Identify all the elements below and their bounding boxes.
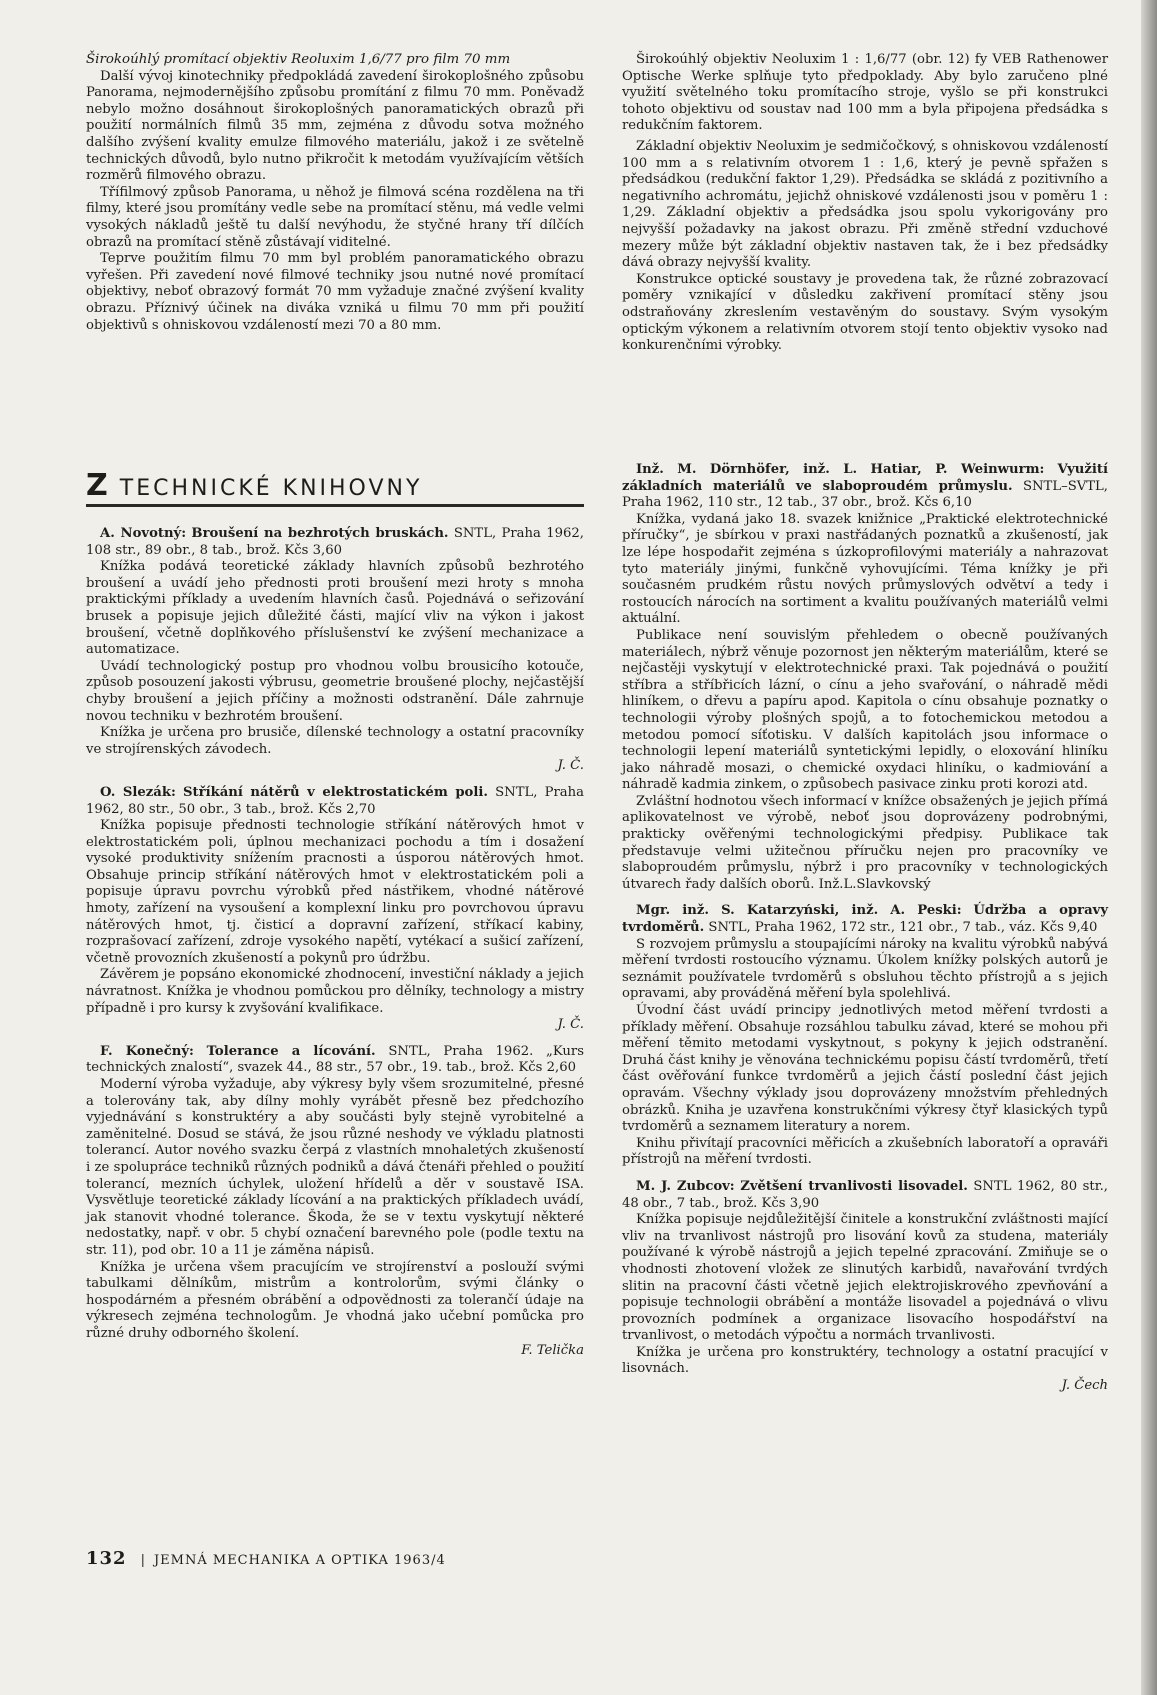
paragraph: Zvláštní hodnotou všech informací v knížce obsažených je jejich přímá aplikovatelnost ve výrobě, neboť jsou doprovázeny podrobnými, prakticky ověřenými technologickými předpisy. Publikace tak představuje velmi užitečnou příručku nejen pro pracovníky ve slaboproudém průmyslu, nýbrž i pro pracovníky v technologických útvarech řady dalších oborů. Inž.L.Slavkovský (622, 793, 1108, 892)
paragraph: S rozvojem průmyslu a stoupajícími nároky na kvalitu výrobků nabývá měření tvrdosti rostoucího významu. Úkolem knížky polských autorů je seznámit používatele tvrdoměrů s obsluhou těchto přístrojů a s jejich opravami, aby prováděná měření byla spolehlivá. (622, 936, 1108, 1002)
review-authors: F. Konečný: (100, 1043, 194, 1059)
page-edge-shadow (1141, 0, 1157, 1695)
review-meta: SNTL, Praha 1962, 80 str., 50 obr., 3 tab., brož. Kčs 2,70 (86, 784, 585, 817)
review-authors: A. Novotný: (100, 526, 187, 541)
review-title: Využití základních materiálů ve slaboproudém průmyslu. (622, 462, 1108, 494)
review-authors: Mgr. inž. S. Katarzyński, inž. A. Peski: (636, 903, 962, 919)
review-title: Údržba a opravy tvrdoměrů. (622, 903, 1108, 936)
paragraph: Publikace není souvislým přehledem o obecně používaných materiálech, nýbrž věnuje pozornost jen některým materiálům, které se nejčastěji vyskytují v elektrotechnické praxi. Tak pojednává o použití stříbra a stříbřicích lázní, o cínu a jeho svařování, o náhradě mědi hliníkem, o dřevu a papíru apod. Kapitola o cínu obsahuje poznatky o technologii výroby plošných spojů, a to fotochemickou metodou a metodou pomocí síťotisku. V dalších kapitolách jsou informace o technologii lepení materiálů syntetickými lepidly, o eloxování hliníku jako náhradě mosazi, o chemické oxydaci hliníku, o kadmiování a náhradě kadmia zinkem, o způsobech pasivace zinku proti korozi atd. (622, 627, 1108, 793)
paragraph: Základní objektiv Neoluxim je sedmičočkový, s ohniskovou vzdáleností 100 mm a s relativním otvorem 1 : 1,6, který je pevně spřažen s předsádkou (redukční faktor 1,29). Předsádka se skládá z pozitivního a negativního achromátu, jejichž ohniskové vzdálenosti jsou v poměru 1 : 1,29. Základní objektiv a předsádka jsou spolu vykorigovány pro nejvyšší požadavky na jakost obrazu. Při změně střední vzduchové mezery může být základní objektiv nastaven tak, že i bez předsádky dává obrazy nejvyšší kvality. (622, 138, 1108, 271)
paragraph: Teprve použitím filmu 70 mm byl problém panoramatického obrazu vyřešen. Při zavedení nové filmové techniky jsou nutné nové promítací objektivy, neboť obrazový formát 70 mm vyžaduje značné zvýšení kvality obrazu. Příznivý účinek na diváka vzniká u filmu 70 mm při použití objektivů s ohniskovou vzdáleností mezi 70 a 80 mm. (86, 251, 584, 333)
review-meta: SNTL, Praha 1962, 172 str., 121 obr., 7 tab., váz. Kčs 9,40 (708, 920, 1098, 936)
paragraph: Konstrukce optické soustavy je provedena tak, že různé zobrazovací poměry vznikající v důsledku zakřivení promítací stěny jsou odstraňovány zkreslením vestavěným do soustavy. Svým vysokým optickým výkonem a relativním otvorem stojí tento objektiv vysoko nad konkurenčními výrobky. (622, 271, 1108, 354)
paragraph: Další vývoj kinotechniky předpokládá zavedení širokoplošného způsobu Panorama, nejmodernějšího způsobu promítání z filmu 70 mm. Poněvadž nebylo možno dosáhnout širokoplošných panoramatických obrazů při použití normálních filmů 35 mm, zejména z důvodu sotva možného dalšího zvýšení kvality emulze filmového materiálu, jakož i ze světelně technických důvodů, bylo nutno přikročit k metodám využívajícím větších rozměrů filmového obrazu. (86, 68, 584, 184)
page-number: 132 (86, 1548, 127, 1569)
review-signature: J. Čech (1061, 1378, 1108, 1394)
section-title-text: TECHNICKÉ KNIHOVNY (119, 476, 423, 501)
paragraph: Knížka je určena všem pracujícím ve strojírenství a poslouží svými tabulkami dělníkům, mistrům a kontrolorům, svými články o hospodárném a přesném obrábění a odpovědnosti za tolerančí údaje na výkresech zejména technologům. Je vhodná jako učební pomůcka pro různé druhy odborného školení. (86, 1259, 584, 1341)
review-signature: F. Telička (521, 1342, 584, 1358)
review-authors: Inž. M. Dörnhöfer, inž. L. Hatiar, P. Weinwurm: (636, 462, 1045, 477)
paragraph: Závěrem je popsáno ekonomické zhodnocení, investiční náklady a jejich návratnost. Knížka je vhodnou pomůckou pro dělníky, technology a mistry případně i pro kursy k zvyšování kvalifikace. (86, 967, 584, 1016)
paragraph: Širokoúhlý objektiv Neoluxim 1 : 1,6/77 (obr. 12) fy VEB Rathenower Optische Werke splňuje tyto předpoklady. Aby bylo zaručeno plné využití světelného toku promítacího stroje, vyšlo se při konstrukci tohoto objektivu od soustav nad 100 mm a byla připojena předsádka s redukčním faktorem. (622, 52, 1108, 134)
paragraph: Knihu přivítají pracovníci měřicích a zkušebních laboratoří a opraváři přístrojů na měření tvrdosti. (622, 1135, 1108, 1168)
journal-name: JEMNÁ MECHANIKA A OPTIKA 1963/4 (153, 1553, 446, 1568)
review-authors: M. J. Zubcov: (636, 1178, 735, 1194)
review-heading (86, 785, 584, 818)
review-title: Zvětšení trvanlivosti lisovadel. (740, 1178, 968, 1194)
review-signature: J. Č. (557, 758, 584, 774)
review-meta: SNTL 1962, 80 str., 48 obr., 7 tab., brož. Kčs 3,90 (622, 1178, 1108, 1211)
review-title: Stříkání nátěrů v elektrostatickém poli. (183, 784, 488, 800)
section-title (86, 468, 584, 503)
review-meta: SNTL, Praha 1962. „Kurs technických znalostí“, svazek 44., 88 str., 57 obr., 19. tab., brož. Kčs 2,60 (86, 1043, 584, 1076)
page-footer: 132 | JEMNÁ MECHANIKA A OPTIKA 1963/4 (86, 1548, 446, 1569)
review-title: Tolerance a lícování. (206, 1043, 376, 1059)
paragraph: Knížka popisuje přednosti technologie stříkání nátěrových hmot v elektrostatickém poli, úplnou mechanizaci pochodu a tím i dosažení vysoké produktivity snížením pracnosti a úsporou nátěrových hmot. Obsahuje princip stříkání nátěrových hmot v elektrostatickém poli a popisuje úpravu povrchu výrobků před nástřikem, vhodné nátěrové hmoty, zařízení na vysoušení a komplexní linku pro povrchovou úpravu nátěrových hmot, tj. čisticí a dopravní zařízení, stříkací kabiny, rozprašovací zařízení, zdroje vysokého napětí, vytékací a sušicí zařízení, včetně provozních zkušeností a pokynů pro údržbu. (86, 818, 584, 966)
review-meta: SNTL–SVTL, Praha 1962, 110 str., 12 tab., 37 obr., brož. Kčs 6,10 (622, 478, 1108, 511)
review-heading (86, 1044, 584, 1077)
review-meta: SNTL, Praha 1962, 108 str., 89 obr., 8 tab., brož. Kčs 3,60 (86, 526, 584, 558)
section-divider (86, 504, 584, 507)
paragraph: Knížka popisuje nejdůležitější činitele a konstrukční zvláštnosti mající vliv na trvanlivost nástrojů pro lisování kovů za studena, materiály používané k výrobě nástrojů a jejich tepelné zpracování. Zmiňuje se o vhodnosti zhotovení vložek ze slinutých karbidů, navařování tvrdých slitin na pracovní části včetně jejich elektrojiskrového zpevňování a popisuje technologii obrábění a montáže lisovadel a pojednává o vlivu provozních podmínek a organizace lisovacího hospodářství na trvanlivost, o metodách výpočtu a normách trvanlivosti. (622, 1212, 1108, 1344)
top-right-article (622, 52, 1108, 355)
review-title: Broušení na bezhrotých bruskách. (191, 526, 449, 541)
paragraph: Knížka je určena pro konstruktéry, technology a ostatní pracující v lisovnách. (622, 1344, 1108, 1377)
review-authors: O. Slezák: (100, 784, 176, 800)
review-heading (622, 903, 1108, 936)
article-heading: Širokoúhlý promítací objektiv Reoluxim 1,6/77 pro film 70 mm (86, 52, 511, 67)
paragraph: Tříﬁlmový způsob Panorama, u něhož je filmová scéna rozdělena na tři filmy, které jsou promítány vedle sebe na promítací stěnu, má vedle velmi vysokých nákladů ještě tu další nevýhodu, že styčné hrany tří dílčích obrazů na promítací stěně zůstávají viditelné. (86, 184, 584, 250)
paragraph: Knížka je určena pro brusiče, dílenské technology a ostatní pracovníky ve strojírenských závodech. (86, 725, 584, 757)
paragraph: Knížka podává teoretické základy hlavních způsobů bezhrotého broušení a uvádí jeho přednosti proti broušení mezi hroty s mnoha praktickými příklady a uvedením hlavních časů. Pojednává o seřizování brusek a popisuje jejich důležité části, mající vliv na výkon i jakost broušení, včetně doplňkového příslušenství ke zvýšení mechanizace a automatizace. (86, 559, 584, 658)
paragraph: Knížka, vydaná jako 18. svazek knižnice „Praktické elektrotechnické příručky“, je sbírkou v praxi nastřádaných poznatků a zkušeností, jak lze lépe hospodařit zejména s úzkoprofilovými materiály a nahrazovat tyto materiály jinými, funkčně vyhovujícími. Téma knížky je při současném prudkém růstu nových průmyslových odvětví a tedy i rostoucích nárocích na sortiment a kvalitu používaných materiálů velmi aktuální. (622, 511, 1108, 627)
top-left-article (86, 52, 584, 334)
paragraph: Úvodní část uvádí principy jednotlivých metod měření tvrdosti a příklady měření. Obsahuje rozsáhlou tabulku závad, které se mohou při měření těmito metodami vyskytnout, s pokyny k jejich odstranění. Druhá část knihy je věnována technickému popisu částí tvrdoměrů, třetí část ověřování funkce tvrdoměrů a jejich částí poslední část jejich opravám. Všechny výklady jsou doprovázeny množstvím přehledných obrázků. Kniha je uzavřena konstrukčními výkresy čtyř klasických typů tvrdoměrů a seznamem literatury a norem. (622, 1003, 1108, 1135)
review-heading (86, 526, 584, 559)
review-heading (622, 462, 1108, 512)
paragraph: Moderní výroba vyžaduje, aby výkresy byly všem srozumitelné, přesné a tolerovány tak, aby dílny mohly vyrábět přesně bez předchozího vyjednávání s konstruktéry a aby součásti byly stejně vyrobitelné a zaměnitelné. Dosud se stává, že jsou různé neshody ve výkladu platnosti tolerancí. Autor nového svazku čerpá z vlastních mnohaletých zkušeností i ze spolupráce techniků různých podniků a dává čtenáři přehled o použití tolerancí, mezních úchylek, uložení hřídelů a děr v soustavě ISA. Vysvětluje teoretické základy lícování a na praktických příkladech uvádí, jak stanovit vhodné tolerance. Škoda, že se v textu vyskytují některé nedostatky, např. v obr. 5 chybí označení barevného pole (podle textu na str. 11), pod obr. 10 a 11 je záměna nápisů. (86, 1077, 584, 1258)
reviews-right (622, 462, 1108, 1395)
paragraph: Uvádí technologický postup pro vhodnou volbu brousicího kotouče, způsob posouzení jakosti výbrusu, geometrie broušené plochy, nejčastější chyby broušení a jejich příčiny a možnosti odstranění. Dále zahrnuje novou techniku v bezhrotém broušení. (86, 658, 584, 724)
section-title-initial: Z (86, 468, 108, 503)
review-signature: J. Č. (557, 1017, 584, 1033)
reviews-left (86, 526, 584, 1359)
review-heading (622, 1179, 1108, 1212)
